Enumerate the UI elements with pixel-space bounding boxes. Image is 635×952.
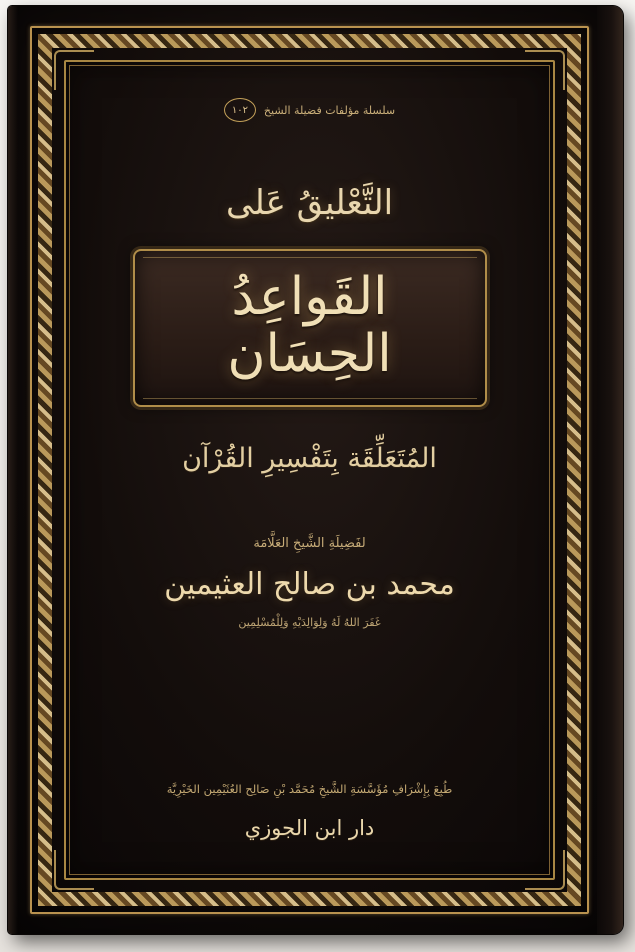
book-page-edge bbox=[8, 6, 18, 934]
cover-content bbox=[78, 74, 541, 866]
title-prefix: التَّعْليقُ عَلى bbox=[225, 183, 394, 223]
publisher-note: طُبِعَ بِإِشْرَافِ مُؤَسَّسَةِ الشَّيخِ مُحَمَّد بْنِ صَالِح العُثَيْمِين الخَيْرِيَّة bbox=[166, 781, 453, 796]
main-title-plaque bbox=[133, 249, 487, 407]
publisher-name: دار ابن الجوزي bbox=[244, 816, 375, 840]
author-name: محمد بن صالح العثيمين bbox=[164, 566, 455, 602]
series-line bbox=[224, 98, 395, 122]
book-spine bbox=[597, 6, 623, 934]
author-supplication: غَفَرَ اللهُ لَهُ وَلِوَالِدَيْهِ وَلِلْمُسْلِمِين bbox=[238, 615, 381, 629]
series-label: سلسلة مؤلفات فضيلة الشيخ bbox=[263, 103, 396, 117]
subtitle: المُتَعَلِّقَة بِتَفْسِيرِ القُرْآن bbox=[182, 442, 437, 474]
book-cover bbox=[8, 6, 623, 934]
main-title: القَواعِدُ الحِسَان bbox=[227, 266, 392, 384]
author-honorific: لفَضِيلَةِ الشَّيخِ العَلَّامَة bbox=[253, 535, 366, 551]
series-number-badge: ١٠٢ bbox=[224, 98, 256, 122]
